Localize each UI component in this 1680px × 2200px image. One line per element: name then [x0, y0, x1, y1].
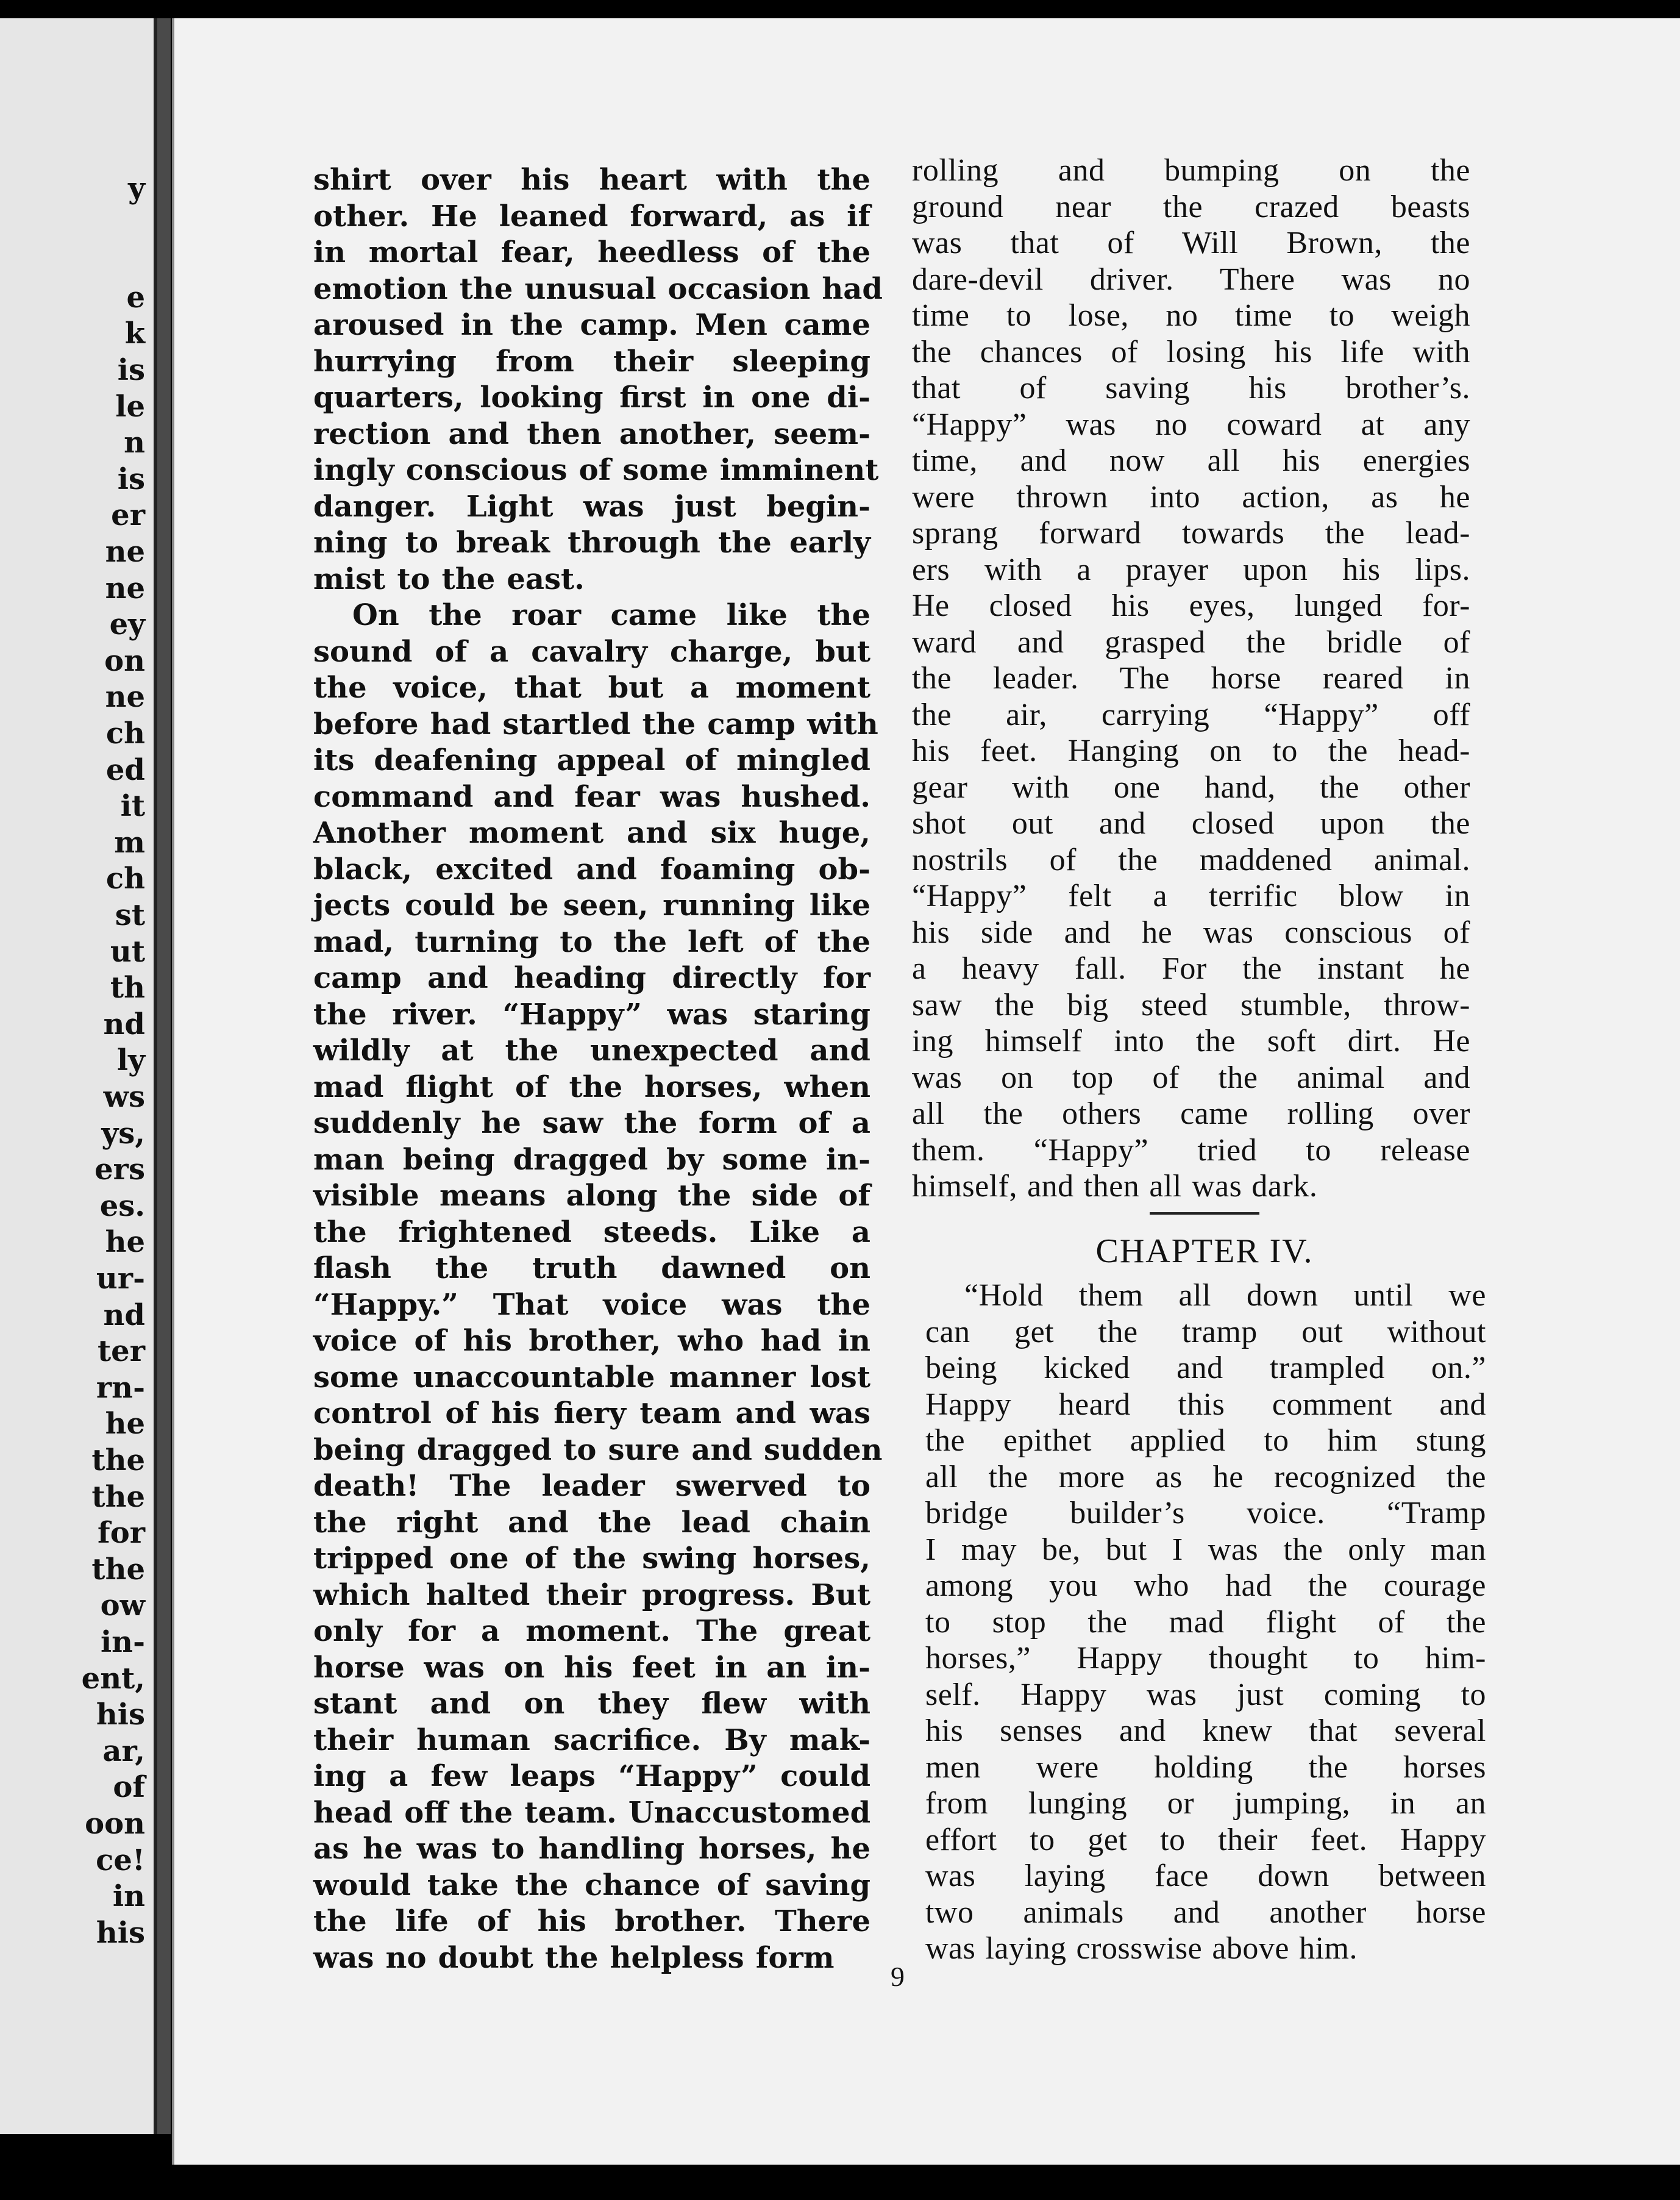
text-line: from lunging or jumping, in an: [925, 1786, 1486, 1821]
facing-page-fragment: he: [105, 1407, 145, 1441]
facing-page-fragment: ce!: [96, 1843, 145, 1877]
book-gutter: [157, 18, 171, 2134]
text-line: sprang forward towards the lead-: [912, 516, 1470, 551]
facing-page-fragment: for: [98, 1516, 145, 1551]
text-line: black, excited and foaming ob-: [313, 852, 870, 887]
chapter-heading: CHAPTER IV.: [1095, 1232, 1314, 1270]
text-line: that of saving his brother’s.: [912, 371, 1470, 405]
facing-page-fragment: ut: [110, 934, 145, 969]
text-line: mist to the east.: [313, 562, 585, 596]
facing-page-fragment: y: [128, 171, 145, 205]
text-line: other. He leaned forward, as if: [313, 199, 870, 234]
facing-page-fragment: it: [120, 789, 145, 824]
text-column-2: [912, 152, 1470, 1205]
text-line: ingly conscious of some imminent: [313, 453, 879, 487]
text-line: I may be, but I was the only man: [925, 1532, 1486, 1567]
facing-page-fragment: on: [104, 643, 145, 678]
text-line: can get the tramp out without: [925, 1314, 1486, 1349]
facing-page-fragment: his: [96, 1915, 145, 1950]
text-line: the air, carrying “Happy” off: [912, 697, 1470, 732]
text-line: mad flight of the horses, when: [313, 1070, 870, 1104]
text-line: wildly at the unexpected and: [313, 1034, 870, 1068]
text-line: ground near the crazed beasts: [912, 189, 1470, 224]
text-line: the life of his brother. There: [313, 1904, 870, 1938]
text-line: man being dragged by some in-: [313, 1142, 870, 1177]
text-line: being dragged to sure and sudden: [313, 1432, 883, 1467]
facing-page-fragment: ch: [105, 862, 145, 896]
text-line: rection and then another, seem-: [313, 416, 870, 451]
text-line: being kicked and trampled on.”: [925, 1351, 1486, 1385]
facing-page-fragment: ent,: [81, 1661, 145, 1696]
facing-page-fragment: nd: [103, 1007, 145, 1041]
book-page: [172, 18, 1680, 2165]
text-line: sound of a cavalry charge, but: [313, 634, 870, 669]
text-line: ing a few leaps “Happy” could: [313, 1759, 870, 1793]
text-line: gear with one hand, the other: [912, 770, 1470, 805]
text-line: the frightened steeds. Like a: [313, 1215, 870, 1249]
facing-page-fragment: in: [112, 1879, 145, 1914]
facing-page-fragment: rn-: [96, 1370, 145, 1405]
section-divider: [1150, 1212, 1259, 1215]
text-line: horse was on his feet in an in-: [313, 1650, 870, 1685]
text-line: hurrying from their sleeping: [313, 344, 870, 379]
text-line: was no doubt the helpless form: [313, 1940, 835, 1975]
text-line: horses,” Happy thought to him-: [925, 1641, 1486, 1676]
text-line: stant and on they flew with: [313, 1687, 870, 1721]
text-line: emotion the unusual occasion had: [313, 271, 883, 306]
text-line: their human sacrifice. By mak-: [313, 1723, 870, 1757]
text-line: two animals and another horse: [925, 1895, 1486, 1930]
facing-page-fragment: ey: [109, 607, 145, 642]
text-line: “Happy.” That voice was the: [313, 1287, 870, 1322]
text-line: only for a moment. The great: [313, 1614, 870, 1648]
text-line: suddenly he saw the form of a: [313, 1106, 870, 1140]
facing-page-fragment: ly: [116, 1043, 145, 1078]
text-line: himself, and then all was dark.: [912, 1169, 1318, 1204]
text-column-1: [313, 162, 883, 1976]
text-line: his side and he was conscious of: [912, 915, 1470, 950]
text-line: as he was to handling horses, he: [313, 1832, 870, 1866]
text-line: tripped one of the swing horses,: [313, 1541, 870, 1576]
text-line: control of his fiery team and was: [313, 1396, 870, 1430]
text-line: command and fear was hushed.: [313, 779, 870, 814]
text-line: his senses and knew that several: [925, 1713, 1486, 1748]
facing-page-fragment: the: [91, 1443, 145, 1477]
text-line: the voice, that but a moment: [313, 671, 870, 705]
text-line: visible means along the side of: [313, 1179, 870, 1213]
facing-page-fragment: le: [115, 389, 145, 424]
text-line: “Happy” was no coward at any: [912, 407, 1470, 442]
text-line: a heavy fall. For the instant he: [912, 951, 1470, 986]
facing-page-fragment: nd: [103, 1298, 145, 1332]
text-line: among you who had the courage: [925, 1568, 1486, 1603]
facing-page-fragment: the: [91, 1479, 145, 1514]
text-line: shirt over his heart with the: [313, 163, 870, 197]
facing-page-fragment: e: [126, 280, 145, 315]
facing-page-fragment: ar,: [102, 1734, 145, 1768]
text-line: Another moment and six huge,: [313, 816, 870, 850]
text-line: all the more as he recognized the: [925, 1459, 1486, 1495]
text-line: camp and heading directly for: [313, 961, 870, 995]
facing-page-fragment: ter: [98, 1334, 145, 1369]
facing-page-fragment: the: [91, 1552, 145, 1587]
facing-page-fragment: k: [124, 316, 145, 351]
text-line: self. Happy was just coming to: [925, 1677, 1486, 1712]
text-line: On the roar came like the: [352, 598, 870, 632]
facing-page-fragment: oon: [85, 1807, 145, 1841]
text-line: would take the chance of saving: [313, 1868, 870, 1902]
text-line: nostrils of the maddened animal.: [912, 842, 1470, 877]
text-line: mad, turning to the left of the: [313, 924, 870, 959]
text-line: in mortal fear, heedless of the: [313, 235, 870, 270]
text-line: the epithet applied to him stung: [925, 1423, 1486, 1458]
facing-page-fragment: ch: [105, 716, 145, 751]
text-line: some unaccountable manner lost: [313, 1360, 870, 1395]
text-line: aroused in the camp. Men came: [313, 308, 870, 342]
text-line: all the others came rolling over: [912, 1096, 1470, 1131]
text-line: his feet. Hanging on to the head-: [912, 734, 1470, 768]
text-line: He closed his eyes, lunged for-: [912, 588, 1470, 623]
text-line: the leader. The horse reared in: [912, 661, 1470, 696]
facing-page: [0, 18, 157, 2134]
text-line: “Hold them all down until we: [964, 1278, 1486, 1313]
text-line: Happy heard this comment and: [925, 1387, 1486, 1422]
text-line: head off the team. Unaccustomed: [313, 1795, 871, 1830]
text-line: jects could be seen, running like: [313, 888, 870, 923]
text-line: quarters, looking first in one di-: [313, 380, 870, 415]
text-line: effort to get to their feet. Happy: [925, 1822, 1486, 1857]
text-line: ning to break through the early: [313, 526, 870, 560]
facing-page-fragment: es.: [99, 1188, 145, 1223]
text-line: dare-devil driver. There was no: [912, 262, 1470, 297]
facing-page-fragment: m: [114, 825, 145, 860]
text-line: voice of his brother, who had in: [313, 1324, 870, 1358]
facing-page-fragment: ne: [105, 680, 145, 715]
facing-page-fragment: is: [117, 353, 145, 387]
text-line: “Happy” felt a terrific blow in: [912, 879, 1470, 913]
page-number: 9: [891, 1961, 905, 1992]
text-line: was laying crosswise above him.: [925, 1931, 1358, 1966]
text-line: flash the truth dawned on: [313, 1251, 870, 1285]
facing-page-fragment: ne: [105, 571, 145, 605]
text-line: which halted their progress. But: [313, 1577, 870, 1612]
facing-page-fragment: st: [115, 898, 145, 932]
facing-page-fragment: n: [124, 426, 145, 460]
facing-page-fragment: ow: [100, 1588, 145, 1623]
facing-page-fragment: ers: [94, 1152, 145, 1187]
facing-page-fragment: ne: [105, 535, 145, 569]
text-line: time to lose, no time to weigh: [912, 298, 1470, 333]
text-line: the chances of losing his life with: [912, 334, 1470, 370]
text-line: was laying face down between: [925, 1859, 1486, 1893]
text-line: rolling and bumping on the: [912, 153, 1470, 188]
text-line: was on top of the animal and: [912, 1060, 1470, 1095]
text-line: men were holding the horses: [925, 1749, 1486, 1785]
facing-page-fragment: of: [113, 1770, 145, 1805]
text-line: bridge builder’s voice. “Tramp: [925, 1496, 1486, 1530]
facing-page-fragment: his: [96, 1698, 145, 1732]
text-line: them. “Happy” tried to release: [912, 1132, 1470, 1168]
text-line: ward and grasped the bridle of: [912, 624, 1470, 660]
text-line: shot out and closed upon the: [912, 806, 1470, 841]
text-line: before had startled the camp with: [313, 707, 878, 741]
facing-page-fragment: he: [105, 1225, 145, 1260]
text-line: danger. Light was just begin-: [313, 489, 870, 524]
scan-border: [0, 2165, 1680, 2200]
facing-page-fragment: in-: [100, 1625, 145, 1659]
facing-page-fragment: is: [117, 462, 145, 496]
text-line: to stop the mad flight of the: [925, 1604, 1486, 1640]
text-line: its deafening appeal of mingled: [313, 743, 870, 777]
facing-page-fragment: ys,: [101, 1116, 145, 1151]
facing-page-fragment: ur-: [96, 1262, 145, 1296]
text-line: the right and the lead chain: [313, 1505, 870, 1540]
text-column-3: [925, 1277, 1486, 1967]
facing-page-fragment: ws: [103, 1080, 145, 1114]
text-line: ers with a prayer upon his lips.: [912, 552, 1470, 587]
text-line: the river. “Happy” was staring: [313, 997, 870, 1032]
text-line: death! The leader swerved to: [313, 1469, 870, 1503]
text-line: was that of Will Brown, the: [912, 226, 1470, 260]
facing-page-fragment: er: [111, 498, 145, 533]
text-line: were thrown into action, as he: [912, 479, 1470, 515]
text-line: saw the big steed stumble, throw-: [912, 987, 1470, 1023]
text-line: time, and now all his energies: [912, 443, 1470, 478]
facing-page-fragment: ed: [105, 752, 145, 787]
text-line: ing himself into the soft dirt. He: [912, 1024, 1470, 1059]
facing-page-fragment: th: [110, 971, 145, 1005]
